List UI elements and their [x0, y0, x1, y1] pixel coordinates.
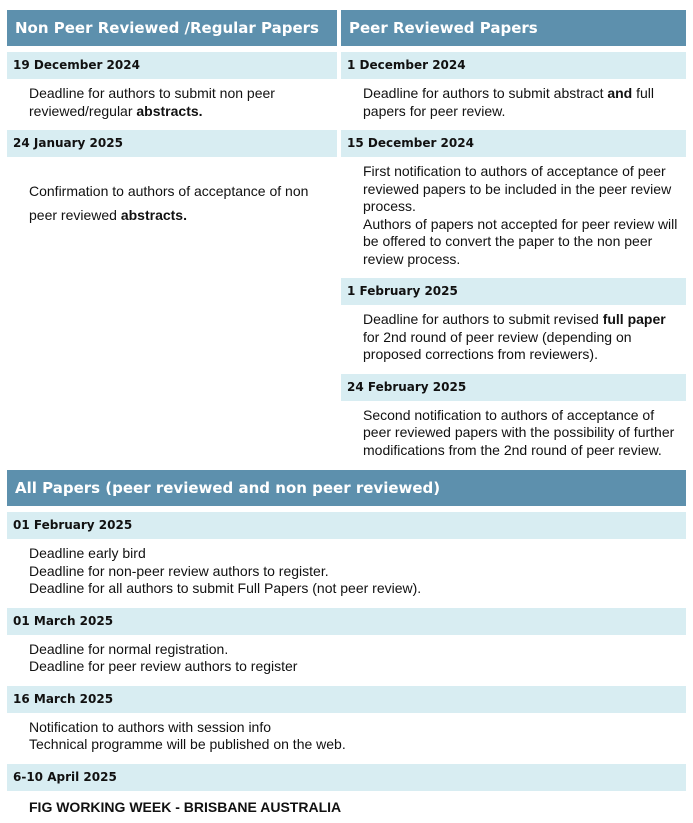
description-text: Authors of papers not accepted for peer review will be offered to convert the paper to the non peer review process. [363, 215, 678, 267]
description-text: Deadline for authors to submit revised [363, 311, 603, 327]
item-description [341, 401, 686, 464]
description-bold: abstracts. [136, 102, 203, 119]
item-description [7, 539, 686, 602]
date-row: 1 December 2024 [341, 52, 686, 79]
item-description [341, 305, 686, 368]
description-bold: full paper [602, 311, 666, 327]
all-papers-section [0, 470, 693, 823]
description-text: full papers for peer review. [363, 85, 655, 119]
date-row: 15 December 2024 [341, 130, 686, 157]
description-text: Deadline for authors to submit non peer reviewed/regular [29, 85, 275, 119]
description-text: for 2nd round of peer review (depending on proposed corrections from reviewers). [363, 328, 632, 362]
date-row: 01 February 2025 [7, 512, 686, 539]
description-text: Second notification to authors of acceptance of peer reviewed papers with the possibility of further modifications from the 2nd round of peer review. [363, 406, 675, 458]
description-text: Notification to authors with session info [29, 718, 272, 735]
peer-header: Peer Reviewed Papers [341, 10, 686, 46]
item-description [7, 635, 686, 680]
date-row: 6-10 April 2025 [7, 764, 686, 791]
date-row: 24 February 2025 [341, 374, 686, 401]
description-text: Deadline for authors to submit abstract [363, 85, 608, 101]
item-description [341, 79, 686, 124]
description-text: Deadline for peer review authors to register [29, 658, 298, 674]
all-papers-header: All Papers (peer reviewed and non peer reviewed) [7, 470, 686, 506]
item-description [341, 157, 686, 272]
description-text: Deadline for non-peer review authors to register. [29, 562, 329, 579]
date-row: 24 January 2025 [7, 130, 337, 157]
description-text: Confirmation to authors of acceptance of non peer reviewed [29, 183, 309, 223]
description-text: First notification to authors of acceptance of peer reviewed papers to be included in the peer review process. [363, 163, 672, 214]
event-title: FIG WORKING WEEK - BRISBANE AUSTRALIA [29, 798, 342, 815]
description-bold: and [607, 85, 633, 101]
non-peer-header: Non Peer Reviewed /Regular Papers [7, 10, 337, 46]
description-text: Deadline for normal registration. [29, 640, 229, 657]
date-row: 19 December 2024 [7, 52, 337, 79]
description-text: Deadline for all authors to submit Full Papers (not peer review). [29, 580, 422, 596]
date-row: 16 March 2025 [7, 686, 686, 713]
item-description [7, 157, 337, 231]
date-row: 01 March 2025 [7, 608, 686, 635]
peer-column [341, 0, 686, 463]
non-peer-column [7, 0, 337, 463]
item-description [7, 79, 337, 124]
item-description [7, 713, 686, 758]
description-text: Technical programme will be published on the web. [29, 736, 346, 752]
description-text: Deadline early bird [29, 545, 146, 561]
date-row: 1 February 2025 [341, 278, 686, 305]
description-bold: abstracts. [120, 207, 187, 223]
